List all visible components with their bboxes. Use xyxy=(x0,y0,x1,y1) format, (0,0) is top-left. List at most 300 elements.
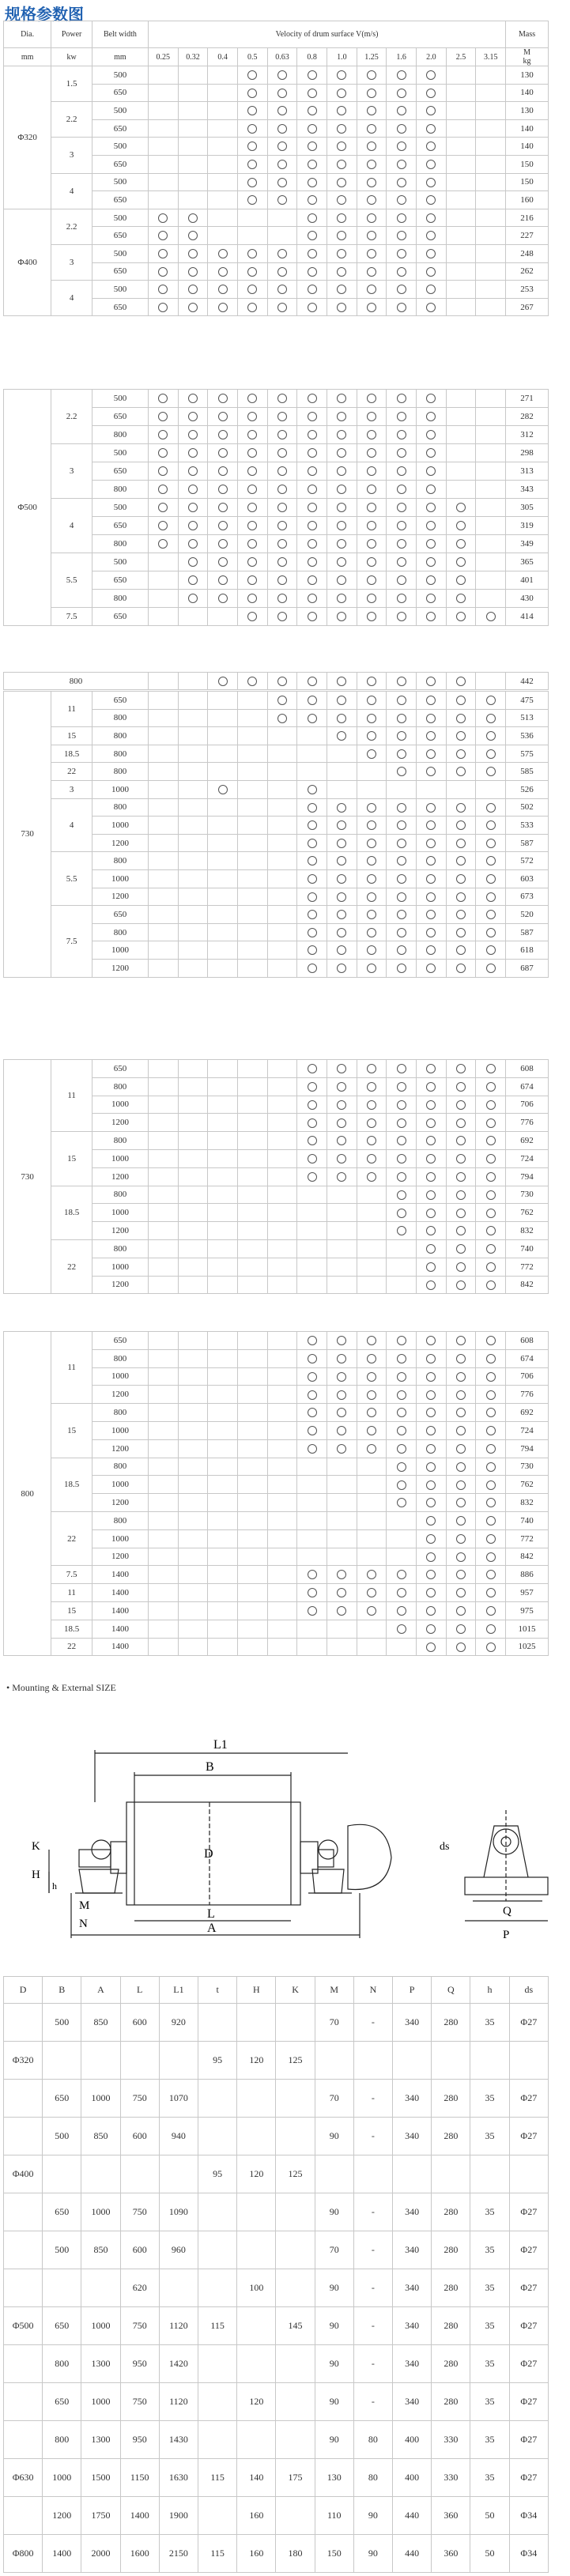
dim-cell xyxy=(353,2155,392,2193)
available-circle-icon xyxy=(188,249,198,258)
dim-cell xyxy=(43,2269,81,2307)
speed-available-cell xyxy=(297,227,327,245)
available-circle-icon xyxy=(426,677,436,686)
speed-empty-cell xyxy=(178,119,208,138)
available-circle-icon xyxy=(426,964,436,973)
speed-empty-cell xyxy=(208,1494,238,1512)
available-circle-icon xyxy=(426,124,436,134)
mass-cell: 401 xyxy=(506,571,549,590)
speed-empty-cell xyxy=(149,1149,179,1167)
speed-available-cell xyxy=(446,1476,476,1494)
speed-available-cell xyxy=(417,390,447,408)
power-cell: 3 xyxy=(51,244,92,280)
speed-empty-cell xyxy=(238,1114,268,1132)
speed-available-cell xyxy=(446,834,476,852)
available-circle-icon xyxy=(397,394,406,403)
available-circle-icon xyxy=(367,1588,376,1597)
available-circle-icon xyxy=(367,89,376,98)
speed-available-cell xyxy=(387,1204,417,1222)
speed-empty-cell xyxy=(178,1367,208,1386)
speed-available-cell xyxy=(446,1584,476,1602)
available-circle-icon xyxy=(456,1209,466,1218)
power-cell: 15 xyxy=(51,1601,92,1620)
label-H: H xyxy=(32,1869,40,1881)
mass-cell: 319 xyxy=(506,517,549,535)
dim-cell xyxy=(276,2118,315,2155)
available-circle-icon xyxy=(397,1354,406,1363)
speed-empty-cell xyxy=(446,462,476,481)
speed-available-cell xyxy=(476,1060,506,1078)
speed-available-cell xyxy=(417,1276,447,1294)
speed-empty-cell xyxy=(297,1638,327,1656)
available-circle-icon xyxy=(218,448,228,458)
speed-empty-cell xyxy=(238,923,268,941)
belt-width-cell: 800 xyxy=(92,923,148,941)
available-circle-icon xyxy=(337,964,346,973)
table-row xyxy=(4,2155,549,2193)
available-circle-icon xyxy=(308,394,317,403)
dim-cell: Φ34 xyxy=(509,2535,548,2573)
page-title: 规格参数图 xyxy=(5,6,84,24)
speed-available-cell xyxy=(237,281,267,299)
available-circle-icon xyxy=(247,448,257,458)
available-circle-icon xyxy=(188,303,198,312)
speed-available-cell xyxy=(446,499,476,517)
available-circle-icon xyxy=(158,412,168,421)
table-row xyxy=(4,1060,549,1078)
dim-cell: 140 xyxy=(237,2459,276,2497)
available-circle-icon xyxy=(486,1408,496,1417)
speed-available-cell xyxy=(237,102,267,120)
available-circle-icon xyxy=(486,1136,496,1145)
available-circle-icon xyxy=(456,1426,466,1435)
available-circle-icon xyxy=(486,1624,496,1634)
speed-empty-cell xyxy=(178,173,208,191)
available-circle-icon xyxy=(337,731,346,741)
dim-cell: 340 xyxy=(393,2307,432,2345)
speed-available-cell xyxy=(327,481,357,499)
available-circle-icon xyxy=(456,1444,466,1454)
speed-available-cell xyxy=(327,227,357,245)
speed-empty-cell xyxy=(148,66,178,85)
available-circle-icon xyxy=(456,1082,466,1092)
speed-empty-cell xyxy=(476,535,506,553)
available-circle-icon xyxy=(426,1226,436,1235)
speed-empty-cell xyxy=(178,1186,208,1204)
power-cell: 15 xyxy=(51,1132,92,1186)
available-circle-icon xyxy=(456,1244,466,1254)
available-circle-icon xyxy=(308,448,317,458)
available-circle-icon xyxy=(456,1606,466,1616)
speed-available-cell xyxy=(357,281,387,299)
speed-available-cell xyxy=(417,1132,447,1150)
available-circle-icon xyxy=(486,1606,496,1616)
available-circle-icon xyxy=(158,285,168,294)
dim-cell: 340 xyxy=(393,2118,432,2155)
dim-header-cell: h xyxy=(470,1977,509,2004)
label-ds: ds xyxy=(440,1841,450,1853)
speed-available-cell xyxy=(387,1476,417,1494)
dim-cell: 400 xyxy=(393,2421,432,2459)
available-circle-icon xyxy=(158,466,168,476)
speed-available-cell xyxy=(327,517,357,535)
speed-empty-cell xyxy=(357,1511,387,1529)
table-row xyxy=(4,2004,549,2042)
available-circle-icon xyxy=(426,1444,436,1454)
dim-cell: 90 xyxy=(315,2193,353,2231)
available-circle-icon xyxy=(397,910,406,919)
available-circle-icon xyxy=(308,124,317,134)
speed-available-cell xyxy=(327,281,357,299)
speed-empty-cell xyxy=(297,1620,327,1638)
available-circle-icon xyxy=(397,124,406,134)
speed-empty-cell xyxy=(238,1276,268,1294)
dim-cell: 145 xyxy=(276,2307,315,2345)
speed-available-cell xyxy=(417,1494,447,1512)
table-row xyxy=(4,2269,549,2307)
available-circle-icon xyxy=(367,1172,376,1182)
mass-cell: 957 xyxy=(506,1584,549,1602)
speed-empty-cell xyxy=(178,869,208,888)
speed-empty-cell xyxy=(208,888,238,906)
speed-available-cell xyxy=(387,426,417,444)
speed-available-cell xyxy=(476,959,506,977)
available-circle-icon xyxy=(277,141,287,151)
speed-empty-cell xyxy=(238,869,268,888)
available-circle-icon xyxy=(308,677,317,686)
available-circle-icon xyxy=(218,521,228,530)
available-circle-icon xyxy=(337,892,346,902)
speed-empty-cell xyxy=(178,923,208,941)
available-circle-icon xyxy=(426,1064,436,1073)
speed-empty-cell xyxy=(208,209,238,227)
table-row xyxy=(4,1620,549,1638)
dim-cell xyxy=(276,2421,315,2459)
dim-cell: 35 xyxy=(470,2421,509,2459)
available-circle-icon xyxy=(486,1390,496,1400)
speed-available-cell xyxy=(267,262,297,281)
dia-cell: Φ500 xyxy=(4,390,51,626)
speed-available-cell xyxy=(327,852,357,870)
speed-available-cell xyxy=(476,1404,506,1422)
speed-available-cell xyxy=(297,462,327,481)
speed-available-cell xyxy=(327,1566,357,1584)
power-cell: 22 xyxy=(51,1511,92,1565)
dim-cell: - xyxy=(353,2004,392,2042)
speed-available-cell xyxy=(297,798,327,817)
speed-available-cell xyxy=(357,1349,387,1367)
speed-empty-cell xyxy=(476,191,506,209)
speed-available-cell xyxy=(387,608,417,626)
speed-available-cell xyxy=(327,590,357,608)
table-row xyxy=(4,499,549,517)
speed-available-cell xyxy=(327,941,357,960)
available-circle-icon xyxy=(486,945,496,955)
belt-width-cell: 800 xyxy=(92,1239,148,1258)
mass-cell: 343 xyxy=(506,481,549,499)
speed-available-cell xyxy=(476,1114,506,1132)
belt-width-cell: 500 xyxy=(92,281,148,299)
speed-available-cell xyxy=(149,444,179,462)
speed-empty-cell xyxy=(149,798,179,817)
available-circle-icon xyxy=(308,575,317,585)
speed-empty-cell xyxy=(327,1458,357,1476)
mass-cell: 674 xyxy=(506,1349,549,1367)
speed-available-cell xyxy=(417,138,447,156)
speed-empty-cell xyxy=(476,590,506,608)
speed-available-cell xyxy=(446,692,476,710)
available-circle-icon xyxy=(456,1624,466,1634)
speed-empty-cell xyxy=(476,173,506,191)
available-circle-icon xyxy=(456,749,466,759)
speed-empty-cell xyxy=(267,1404,297,1422)
speed-empty-cell xyxy=(149,1529,179,1548)
speed-available-cell xyxy=(387,1620,417,1638)
table-row xyxy=(4,2080,549,2118)
speed-empty-cell xyxy=(149,1421,179,1439)
available-circle-icon xyxy=(486,892,496,902)
available-circle-icon xyxy=(456,928,466,937)
belt-width-cell: 1400 xyxy=(92,1584,148,1602)
available-circle-icon xyxy=(308,89,317,98)
speed-empty-cell xyxy=(178,1494,208,1512)
speed-empty-cell xyxy=(208,1421,238,1439)
speed-empty-cell xyxy=(178,959,208,977)
speed-empty-cell xyxy=(178,1386,208,1404)
dim-cell: 35 xyxy=(470,2193,509,2231)
available-circle-icon xyxy=(218,430,228,439)
speed-available-cell xyxy=(446,798,476,817)
speed-empty-cell xyxy=(267,1601,297,1620)
dim-header-cell: Q xyxy=(432,1977,470,2004)
speed-empty-cell xyxy=(149,571,179,590)
table-row xyxy=(4,173,549,191)
speed-available-cell xyxy=(208,262,238,281)
speed-available-cell xyxy=(148,209,178,227)
speed-empty-cell xyxy=(267,852,297,870)
belt-width-cell: 800 xyxy=(92,852,148,870)
speed-available-cell xyxy=(297,959,327,977)
available-circle-icon xyxy=(397,1444,406,1454)
available-circle-icon xyxy=(247,195,257,205)
available-circle-icon xyxy=(367,394,376,403)
available-circle-icon xyxy=(367,1444,376,1454)
speed-empty-cell xyxy=(178,1114,208,1132)
speed-empty-cell xyxy=(327,780,357,798)
speed-empty-cell xyxy=(357,1186,387,1204)
available-circle-icon xyxy=(308,892,317,902)
available-circle-icon xyxy=(337,231,346,240)
table-row xyxy=(4,390,549,408)
header-speed: 0.4 xyxy=(208,48,238,66)
speed-empty-cell xyxy=(149,1638,179,1656)
speed-empty-cell xyxy=(446,408,476,426)
available-circle-icon xyxy=(367,1426,376,1435)
dim-cell xyxy=(470,2042,509,2080)
speed-available-cell xyxy=(476,869,506,888)
speed-available-cell xyxy=(208,481,238,499)
speed-empty-cell xyxy=(446,173,476,191)
header-power-unit: kw xyxy=(51,48,92,66)
available-circle-icon xyxy=(456,521,466,530)
available-circle-icon xyxy=(367,466,376,476)
available-circle-icon xyxy=(308,1570,317,1579)
available-circle-icon xyxy=(397,1570,406,1579)
dim-cell: 115 xyxy=(198,2307,237,2345)
available-circle-icon xyxy=(247,267,257,277)
mass-cell: 502 xyxy=(506,798,549,817)
speed-empty-cell xyxy=(446,155,476,173)
speed-available-cell xyxy=(387,1167,417,1186)
available-circle-icon xyxy=(486,1643,496,1652)
drum-drawing xyxy=(0,1731,570,1944)
speed-available-cell xyxy=(417,869,447,888)
power-cell: 18.5 xyxy=(51,1186,92,1239)
available-circle-icon xyxy=(367,412,376,421)
speed-available-cell xyxy=(327,84,357,102)
dim-cell xyxy=(276,2231,315,2269)
table-row xyxy=(4,780,549,798)
available-circle-icon xyxy=(456,1100,466,1110)
speed-available-cell xyxy=(327,1584,357,1602)
belt-width-cell: 650 xyxy=(92,517,148,535)
speed-available-cell xyxy=(237,84,267,102)
belt-width-cell: 1000 xyxy=(92,1258,148,1276)
speed-available-cell xyxy=(357,84,387,102)
label-M: M xyxy=(79,1899,90,1912)
available-circle-icon xyxy=(158,394,168,403)
available-circle-icon xyxy=(337,928,346,937)
speed-empty-cell xyxy=(446,244,476,262)
available-circle-icon xyxy=(397,285,406,294)
speed-available-cell xyxy=(327,298,357,316)
speed-available-cell xyxy=(476,1584,506,1602)
belt-width-cell: 500 xyxy=(92,499,148,517)
dim-cell xyxy=(276,2345,315,2383)
speed-empty-cell xyxy=(238,1529,268,1548)
available-circle-icon xyxy=(308,231,317,240)
available-circle-icon xyxy=(486,1209,496,1218)
speed-available-cell xyxy=(446,1077,476,1096)
header-speed: 0.5 xyxy=(237,48,267,66)
speed-available-cell xyxy=(297,173,327,191)
available-circle-icon xyxy=(486,714,496,723)
available-circle-icon xyxy=(456,677,466,686)
speed-available-cell xyxy=(417,155,447,173)
speed-empty-cell xyxy=(476,426,506,444)
speed-empty-cell xyxy=(149,1548,179,1566)
speed-available-cell xyxy=(327,191,357,209)
mass-cell: 886 xyxy=(506,1566,549,1584)
speed-empty-cell xyxy=(357,763,387,781)
speed-available-cell xyxy=(327,1601,357,1620)
available-circle-icon xyxy=(218,394,228,403)
available-circle-icon xyxy=(337,696,346,705)
available-circle-icon xyxy=(247,89,257,98)
available-circle-icon xyxy=(456,1480,466,1490)
speed-empty-cell xyxy=(149,1601,179,1620)
belt-width-cell: 650 xyxy=(92,692,148,710)
speed-empty-cell xyxy=(327,745,357,763)
mass-cell: 130 xyxy=(506,66,549,85)
available-circle-icon xyxy=(397,856,406,866)
speed-available-cell xyxy=(357,571,387,590)
dim-cell: 800 xyxy=(43,2421,81,2459)
dim-cell: 35 xyxy=(470,2345,509,2383)
speed-empty-cell xyxy=(297,1239,327,1258)
speed-available-cell xyxy=(237,119,267,138)
dim-cell: 440 xyxy=(393,2535,432,2573)
dim-cell: 70 xyxy=(315,2004,353,2042)
available-circle-icon xyxy=(247,575,257,585)
dim-cell: 340 xyxy=(393,2080,432,2118)
speed-available-cell xyxy=(297,692,327,710)
dim-cell xyxy=(237,2080,276,2118)
speed-available-cell xyxy=(387,1222,417,1240)
dim-cell: 280 xyxy=(432,2383,470,2421)
speed-available-cell xyxy=(297,673,327,690)
speed-empty-cell xyxy=(208,763,238,781)
speed-available-cell xyxy=(417,444,447,462)
speed-available-cell xyxy=(327,209,357,227)
speed-available-cell xyxy=(267,709,297,727)
dim-cell xyxy=(81,2042,120,2080)
speed-empty-cell xyxy=(178,138,208,156)
available-circle-icon xyxy=(426,141,436,151)
available-circle-icon xyxy=(397,767,406,776)
speed-empty-cell xyxy=(476,444,506,462)
speed-available-cell xyxy=(327,138,357,156)
dim-cell: 850 xyxy=(81,2118,120,2155)
speed-empty-cell xyxy=(297,1494,327,1512)
dim-cell: 35 xyxy=(470,2459,509,2497)
speed-available-cell xyxy=(297,426,327,444)
speed-empty-cell xyxy=(327,1476,357,1494)
speed-empty-cell xyxy=(446,66,476,85)
speed-available-cell xyxy=(327,1367,357,1386)
available-circle-icon xyxy=(337,1154,346,1164)
table-row xyxy=(4,1239,549,1258)
available-circle-icon xyxy=(486,856,496,866)
header-speed: 2.0 xyxy=(417,48,447,66)
available-circle-icon xyxy=(158,213,168,223)
power-cell: 4 xyxy=(51,798,92,852)
speed-available-cell xyxy=(267,517,297,535)
speed-available-cell xyxy=(476,1529,506,1548)
speed-empty-cell xyxy=(267,1276,297,1294)
available-circle-icon xyxy=(426,1552,436,1562)
speed-available-cell xyxy=(327,1439,357,1458)
header-mass: Mass xyxy=(506,21,549,48)
label-B: B xyxy=(206,1760,214,1774)
available-circle-icon xyxy=(397,1480,406,1490)
available-circle-icon xyxy=(218,677,228,686)
dim-cell: Φ27 xyxy=(509,2193,548,2231)
label-Q: Q xyxy=(503,1905,511,1918)
dim-cell xyxy=(159,2269,198,2307)
speed-available-cell xyxy=(327,499,357,517)
speed-empty-cell xyxy=(178,1601,208,1620)
available-circle-icon xyxy=(426,1280,436,1290)
speed-available-cell xyxy=(327,173,357,191)
speed-available-cell xyxy=(446,1511,476,1529)
available-circle-icon xyxy=(337,1118,346,1128)
speed-empty-cell xyxy=(148,119,178,138)
speed-empty-cell xyxy=(178,1239,208,1258)
speed-empty-cell xyxy=(446,780,476,798)
available-circle-icon xyxy=(397,1136,406,1145)
speed-empty-cell xyxy=(178,1404,208,1422)
